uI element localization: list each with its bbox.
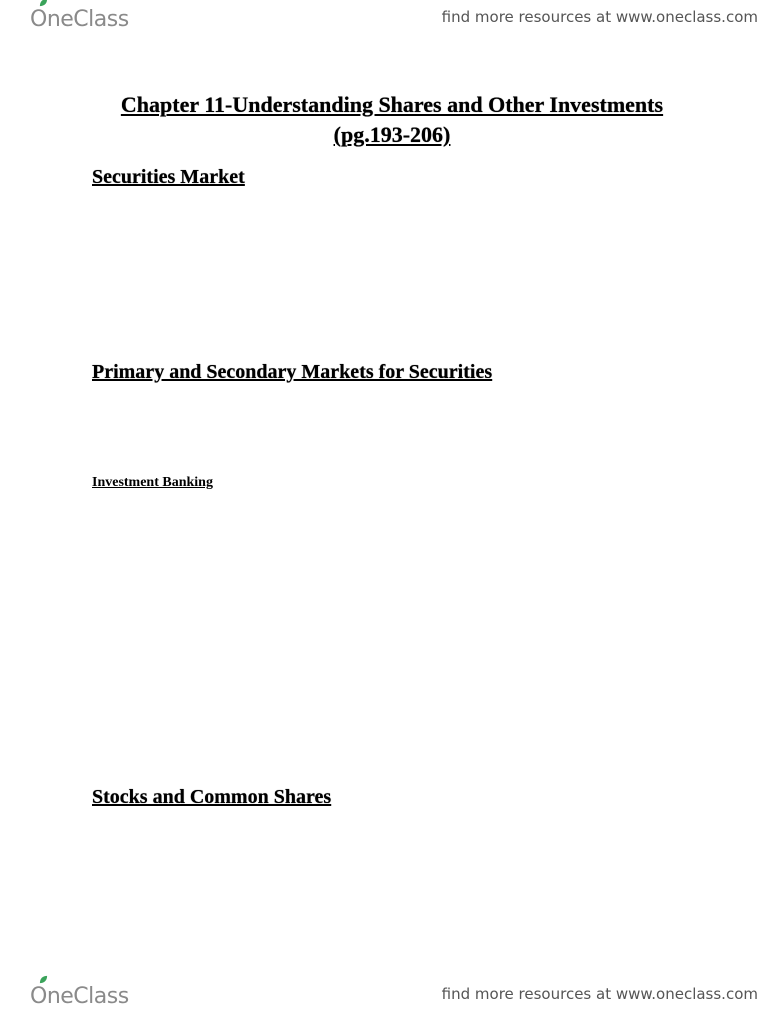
title-line-1: Chapter 11-Understanding Shares and Other Investments <box>120 92 664 117</box>
page-title <box>60 90 724 150</box>
leaf-icon <box>39 0 48 7</box>
oneclass-logo <box>30 2 129 32</box>
logo-text-footer: OneClass <box>30 984 129 1009</box>
header-tagline[interactable]: find more resources at www.oneclass.com <box>441 8 758 26</box>
title-line-2: (pg.193-206) <box>333 122 451 147</box>
subheading-investment-banking: Investment Banking <box>92 475 213 490</box>
heading-primary-secondary-markets: Primary and Secondary Markets for Securities <box>92 361 493 383</box>
heading-stocks-common-shares: Stocks and Common Shares <box>92 786 332 808</box>
leaf-icon <box>39 975 48 984</box>
oneclass-logo-footer <box>30 979 129 1009</box>
footer-tagline[interactable]: find more resources at www.oneclass.com <box>441 985 758 1003</box>
heading-securities-market: Securities Market <box>92 166 245 188</box>
logo-text: OneClass <box>30 7 129 32</box>
